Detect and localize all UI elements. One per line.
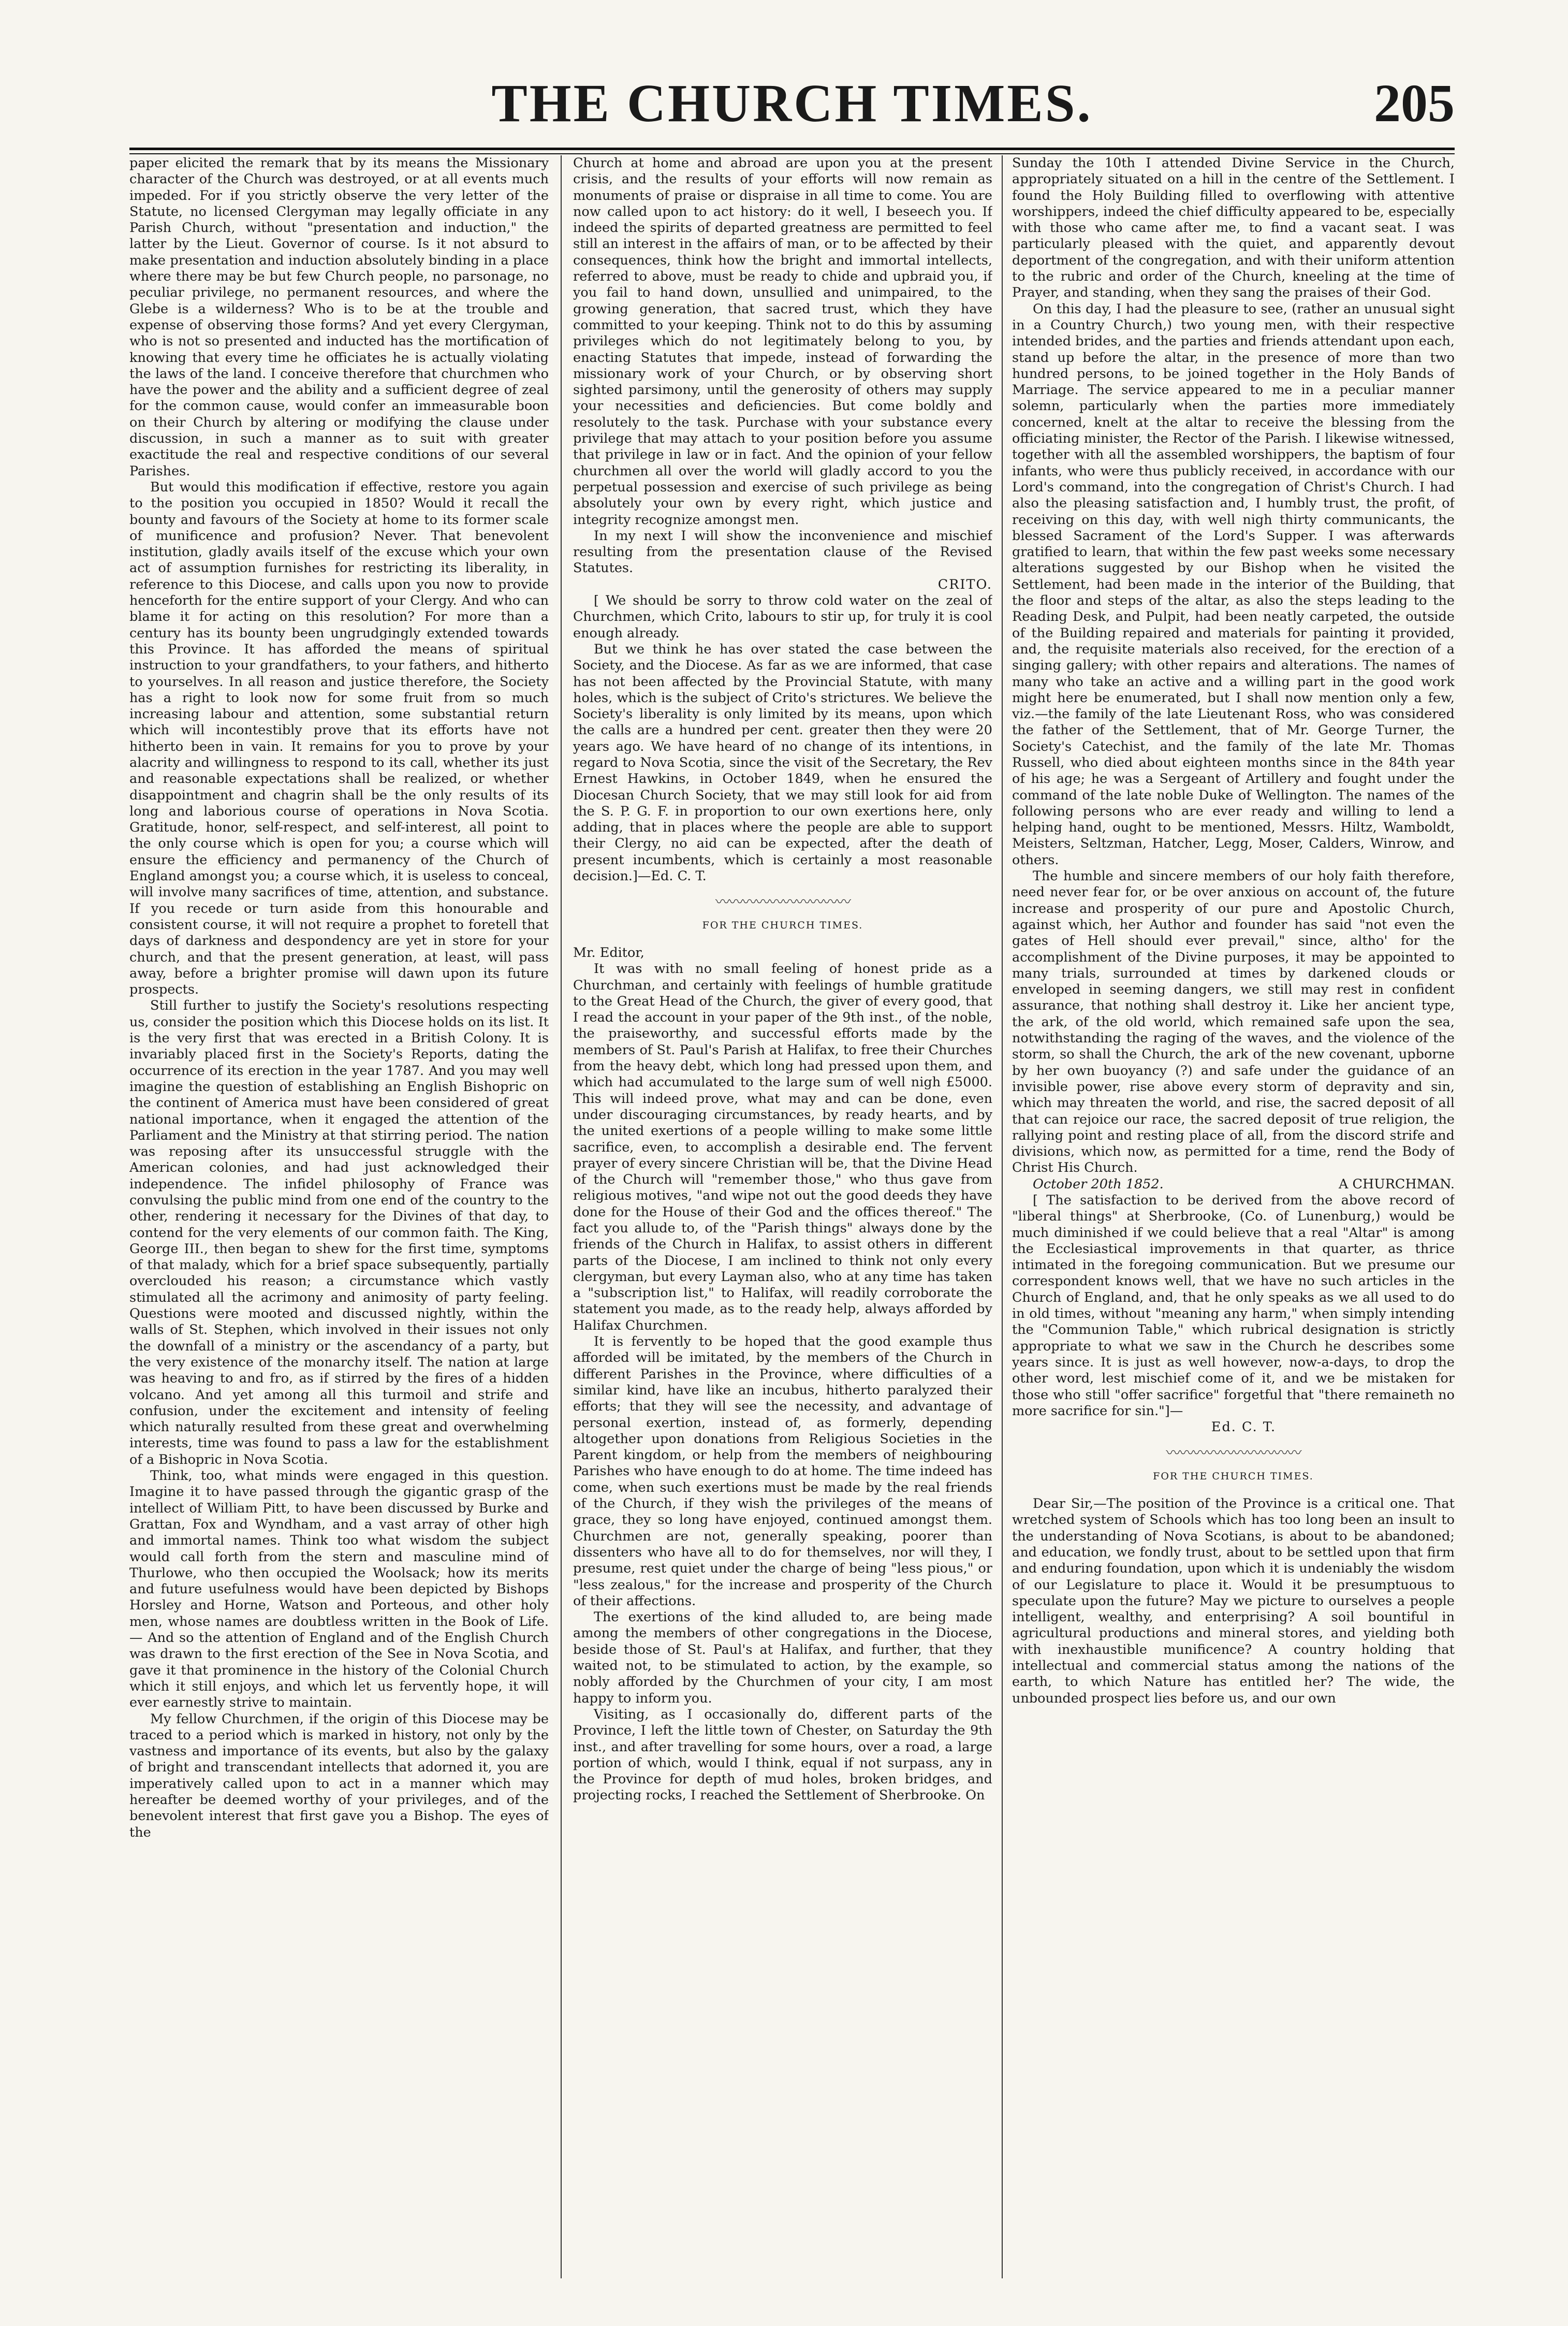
paragraph: The exertions of the kind alluded to, are being made among the members of other congregations in the Diocese, beside those of St. Paul's at Halifax, and further, that they waited not, to be stimulated to action, by the example, so nobly afforded by the Churchmen of your city, I am most happy to inform you. [573,1609,992,1706]
paragraph: But would this modification if effective, restore you again to the position you occupied in 1850? Would it recall the bounty and favours of the Society at home to its former scale of munificence and profusion? Never. That benevolent institution, gladly avails itself of the excuse which your own act of assumption furnishes for restricting its liberality, in reference to this Diocese, and calls upon you now to provide henceforth for the entire support of your Clergy. And who can blame it for acting on this resolution? For more than a century has its bounty been ungrudgingly extended towards this Province. It has afforded the means of spiritual instruction to your grandfathers, to your fathers, and hitherto to yourselves. In all reason and justice therefore, the Society has a right to look now for some fruit from so much increasing labour and attention, some substantial return which will incontestibly prove that its efforts have not hitherto been in vain. It remains for you to prove by your alacrity and willingness to respond to its call, whether its just and reasonable expectations shall be realized, or whether disappointment and chagrin shall be the only results of its long and laborious course of operations in Nova Scotia. Gratitude, honor, self-respect, and self-interest, all point to the only course which is open for you; a course which will ensure the efficiency and permanency of the Church of England amongst you; a course which, it is useless to conceal, will involve many sacrifices of time, attention, and substance. If you recede or turn aside from this honourable and consistent course, it will not require a prophet to foretell that days of darkness and despondency are yet in store for your church, and that the present generation, at least, will pass away, before a brighter promise will dawn upon its future prospects. [129,479,549,998]
column-divider [561,155,562,2278]
paragraph: In my next I will show the inconvenience and mischief resulting from the presentation clause of the Revised Statutes. [573,528,992,576]
paragraph: But we think he has over stated the case between the Society, and the Diocese. As far as we are informed, that case has not been affected by the Provincial Statute, with many holes, which is the subject of Crito's strictures. We believe the Society's liberality is only limited by its means, upon which the calls are a hundred per cent. greater then they were 20 years ago. We have heard of no change of its intentions, in regard to Nova Scotia, since the visit of the Secretary, the Rev Ernest Hawkins, in October 1849, when he ensured the Diocesan Church Society, that we may still look for aid from the S. P. G. F. in proportion to our own exertions here, only adding, that in places where the people are able to support their Clergy, no aid can be expected, after the death of present incumbents, which is certainly a most reasonable decision.]—Ed. C. T. [573,641,992,884]
paragraph: It was with no small feeling of honest pride as a Churchman, and certainly with feelings of humble gratitude to the Great Head of the Church, the giver of every good, that I read the account in your paper of the 9th inst., of the noble, the praiseworthy, and successful efforts made by the members of St. Paul's Parish at Halifax, to free their Churches from the heavy debt, which long had pressed upon them, and which had accumulated to the large sum of well nigh £5000. This will indeed prove, what may and can be done, even under discouraging circumstances, by ready hearts, and by the united exertions of a people willing to make some little sacrifice, even, to accomplish a desirable end. The fervent prayer of every sincere Christian will be, that the Divine Head of the Church will "remember those," who thus gave from religious motives, "and wipe not out the good deeds they have done for the House of their God and the offices thereof." The fact you allude to, of the "Parish things" always done by the friends of the Church in Halifax, to assist others in different parts of the Diocese, I am inclined to think not only every clergyman, but every Layman also, who at any time has taken a "subscription list," to Halifax, will readily corroborate the statement you made, as to the ready help, always afforded by Halifax Churchmen. [573,961,992,1333]
editor-signature: Ed. C. T. [1211,1419,1277,1435]
paragraph: It is fervently to be hoped that the good example thus afforded will be imitated, by the members of the Church in different Parishes in the Province, where difficulties of a similar kind, have like an incubus, hitherto paralyzed their efforts; that they will see the necessity, and advantage of personal exertion, instead of, as formerly, depending altogether upon donations from Religious Societies in the Parent kingdom, or help from the members of neighbouring Parishes who have enough to do at home. The time indeed has come, when such exertions must be made by the real friends of the Church, if they wish the privileges of the means of grace, they so long have enjoyed, continued amongst them. Churchmen are not, generally speaking, poorer than dissenters who have all to do for themselves, nor will they, I presume, rest quiet under the charge of being "less pious," or "less zealous," for the increase and prosperity of the Church of their affections. [573,1334,992,1609]
salutation: Mr. Editor, [573,944,644,961]
letter-signature: A CHURCHMAN. [1338,1176,1455,1192]
editor-note: [ The satisfaction to be derived from the above record of "liberal things" at Sherbrooke, (Co. of Lunenburg,) would be much diminished if we could believe that a real "Altar" is among the Ecclesiastical improvements in that quarter, as thrice intimated in the foregoing communication. But we presume our correspondent knows well, that we have no such articles in the Church of England, and, that he only speaks as we all used to do in old times, without "meaning any harm," when simply intending the "Communion Table," which rubrical designation is strictly appropriate to what we saw in the Church he describes some years since. It is just as well however, now-a-days, to drop the other word, lest mischief come of it, and we be mistaken for those who still "offer sacrifice" forgetful that "there remaineth no more sacrifice for sin."]— [1012,1193,1455,1419]
masthead-rule-thin [129,153,1455,154]
paragraph: The humble and sincere members of our holy faith therefore, need never fear for, or be over anxious on account of, the future increase and prosperity of our pure and Apostolic Church, against which, her Author and founder has said "not even the gates of Hell should ever prevail," since, altho' for the accomplishment of the Divine purposes, it may be appointed to many trials, surrounded at times by darkened clouds or enveloped in seeming dangers, we still may rest in confident assurance, that nothing shall destroy it. Like her ancient type, the ark, of the old world, which remained safe upon the sea, notwithstanding the raging of the waves, and the violence of the storm, so shall the Church, the ark of the new covenant, upborne by her own buoyancy (?) and safe under the guidance of an invisible power, rise above every storm of depravity and sin, which may threaten the world, and rise, the sacred deposit of all that can rejoice our race, the sacred deposit of true religion, the rallying point and resting place of all, from the discord strife and divisions, which now, as permitted for a time, rend the Body of Christ His Church. [1012,868,1455,1176]
masthead [129,62,1455,140]
paragraph: My fellow Churchmen, if the origin of this Diocese may be traced to a period which is marked in history, not only by the vastness and importance of its events, but also by the galaxy of bright and transcendant intellects that adorned it, you are imperatively called upon to act in a manner which may hereafter be deemed worthy of your privileges, and of the benevolent interest that first gave you a Bishop. The eyes of the [129,1711,549,1840]
section-heading: FOR THE CHURCH TIMES. [1153,1470,1314,1482]
column-2 [573,155,992,2278]
ornamental-rule: 〰〰〰〰〰〰〰〰〰〰 [715,893,850,911]
editor-note: [ We should be sorry to throw cold water on the zeal of Churchmen, which Crito, labours to stir up, for truly it is cool enough already. [573,593,992,641]
column-1 [129,155,549,2278]
paragraph: Visiting, as I occasionally do, different parts of the Province, I left the little town of Chester, on Saturday the 9th inst., and after travelling for some hours, over a road, a large portion of which, would I think, equal if not surpass, any in the Province for depth of mud holes, broken bridges, and projecting rocks, I reached the Settlement of Sherbrooke. On [573,1706,992,1804]
paragraph: Still further to justify the Society's resolutions respecting us, consider the position which this Diocese holds on its list. It is the very first that was erected in a British Colony. It is invariably placed first in the Society's Reports, dating the occurrence of its erection in the year 1787. And you may well imagine the question of establishing an English Bishopric on the continent of America must have been considered of great national importance, when it engaged the attention of the Parliament and the Ministry at that stirring period. The nation was reposing after its unsuccessful struggle with the American colonies, and had just acknowledged their independence. The infidel philosophy of France was convulsing the public mind from one end of the country to the other, rendering it necessary for the Divines of that day, to contend for the very elements of our common faith. The King, George III., then began to shew for the first time, symptoms of that malady, which for a brief space subsequently, partially overclouded his reason; a circumstance which vastly stimulated all the acrimony and animosity of party feeling. Questions were mooted and discussed nightly, within the walls of St. Stephen, which involved in their issues not only the downfall of a ministry or the ascendancy of a party, but the very existence of the monarchy itself. The nation at large was heaving to and fro, as if stirred by the fires of a hidden volcano. And yet among all this turmoil and strife and confusion, under the excitement and intensity of feeling which naturally resulted from these great and overwhelming interests, time was found to pass a law for the establishment of a Bishopric in Nova Scotia. [129,998,549,1467]
paragraph: Sunday the 10th I attended Divine Service in the Church, appropriately situated on a hill in the centre of the Settlement. I found the Holy Building filled to overflowing with attentive worshippers, indeed the chief difficulty appeared to be, especially with those who came after me, to find a vacant seat. I was particularly pleased with the quiet, and apparently devout deportment of the congregation, and with their uniform attention to the rubric and order of the Church, kneeling at the time of Prayer, and standing, when they sang the praises of their God. [1012,155,1455,301]
letter-date: October 20th 1852. [1033,1176,1164,1192]
section-heading: FOR THE CHURCH TIMES. [702,919,863,931]
ornamental-rule: 〰〰〰〰〰〰〰〰〰〰 [1166,1444,1301,1462]
masthead-rule [129,148,1455,150]
column-divider [1002,155,1003,2278]
newspaper-title: THE CHURCH TIMES. [491,74,1093,133]
page-number: 205 [1374,74,1455,133]
paragraph: Dear Sir,—The position of the Province is a critical one. That wretched system of Schools which has too long been an insult to the understanding of Nova Scotians, is about to be abandoned; and education, we fondly trust, about to be settled upon that firm and enduring foundation, upon which it is undeniably the wisdom of our Legislature to place it. Would it be presumptuous to speculate upon the future? May we picture to ourselves a people intelligent, wealthy, and enterprising? A soil bountiful in agricultural productions and mineral stores, and yielding both with inexhaustible munificence? A country holding that intellectual and commercial status among the nations of the earth, to which Nature has entitled her? The wide, the unbounded prospect lies before us, and our own [1012,1496,1455,1706]
paragraph: On this day, I had the pleasure to see, (rather an unusual sight in a Country Church,) two young men, with their respective intended brides, and the parties and friends attendant upon each, stand up before the altar, in the presence of more than two hundred persons, to be joined together in the Holy Bands of Marriage. The service appeared to me in a peculiar manner solemn, particularly when the parties more immediately concerned, knelt at the altar to receive the blessing from the officiating minister, the Rector of the Parish. I likewise witnessed, together with all the assembled worshippers, the baptism of four infants, who were thus publicly received, in accordance with our Lord's command, into the congregation of Christ's Church. I had also the pleasing satisfaction and, I humbly trust, the profit, of receiving on this day, with well nigh thirty communicants, the blessed Sacrament of the Lord's Supper. I was afterwards gratified to learn, that within the few past weeks some necessary alterations suggested by our Bishop when he visited the Settlement, had been made in the interior of the Building, that the floor and steps of the altar, as also the steps leading to the Reading Desk, and Pulpit, had been neatly carpeted, the outside of the Building repaired and materials for painting it provided, and, the requisite materials also received, for the erection of a singing gallery; with other repairs and alterations. The names of many who take an active and a willing part in the good work might here be enumerated, but I shall now mention only a few, viz.—the family of the late Lieutenant Ross, who was considered the father of the Settlement, that of Mr. George Turner, the Society's Catechist, and the family of the late Mr. Thomas Russell, who died about eighteen months since in the 84th year of his age; he was a Sergeant of Artillery and fought under the command of the late noble Duke of Wellington. The names of the following persons who are ever ready and willing to lend a helping hand, ought to be mentioned, Messrs. Hiltz, Wamboldt, Meisters, Seltzman, Hatcher, Legg, Moser, Calders, Winrow, and others. [1012,301,1455,868]
paragraph: Church at home and abroad are upon you at the present crisis, and the results of your efforts will now remain as monuments of praise or dispraise in all time to come. You are now called upon to act history: do it well, I beseech you. If indeed the spirits of departed greatness are permitted to feel still an interest in the affairs of man, or to be affected by their consequences, think how the bright and immortal intellects, referred to above, must be ready to chide and upbraid you, if you fail to hand down, unsullied and unimpaired, to the growing generation, that sacred trust, which they have committed to your keeping. Think not to do this by assuming privileges which do not legitimately belong to you, by enacting Statutes that impede, instead of forwarding the missionary work of your Church, or by observing short sighted parsimony, until the generosity of others may supply your necessities and deficiencies. But come boldly and resolutely to the task. Purchase with your substance every privilege that may attach to your position before you assume that privilege in law or in fact. And the opinion of your fellow churchmen all over the world will gladly accord to you the perpetual possession and exercise of such privilege as being absolutely your own by every right, which justice and integrity recognize amongst men. [573,155,992,528]
paragraph: Think, too, what minds were engaged in this question. Imagine it to have passed through the gigantic grasp of the intellect of William Pitt, to have been discussed by Burke and Grattan, Fox and Wyndham, and a vast array of other high and immortal names. Think too what wisdom the subject would call forth from the stern and masculine mind of Thurlowe, who then occupied the Woolsack; how its merits and future usefulness would have been depicted by Bishops Horsley and Horne, Watson and Porteous, and other holy men, whose names are doubtless written in the Book of Life.— And so the attention of England and of the English Church was drawn to the first erection of the See in Nova Scotia, and gave it that prominence in the history of the Colonial Church which it still enjoys, and which let us fervently hope, it will ever earnestly strive to maintain. [129,1468,549,1711]
column-3 [1012,155,1455,2278]
dateline [1012,1176,1455,1193]
paragraph: paper elicited the remark that by its means the Missionary character of the Church was destroyed, or at all events much impeded. For if you strictly observe the very letter of the Statute, no licensed Clergyman may legally officiate in any Parish Church, without "presentation and induction," the latter by the Lieut. Governor of course. Is it not absurd to make presentation and induction absolutely binding in a place where there may be but few Church people, no parsonage, no peculiar privilege, no permanent resources, and where the Glebe is a wilderness? Who is to be at the trouble and expense of observing those forms? And yet every Clergyman, who is not so presented and inducted has the mortification of knowing that every time he officiates he is actually violating the laws of the land. I conceive therefore that churchmen who have the power and the ability and a sufficient degree of zeal for the common cause, would confer an immeasurable boon on their Church by altering or modifying the clause under discussion, in such a manner as to suit with greater exactitude the real and respective conditions of our several Parishes. [129,155,549,479]
letter-signature: CRITO. [937,576,992,592]
